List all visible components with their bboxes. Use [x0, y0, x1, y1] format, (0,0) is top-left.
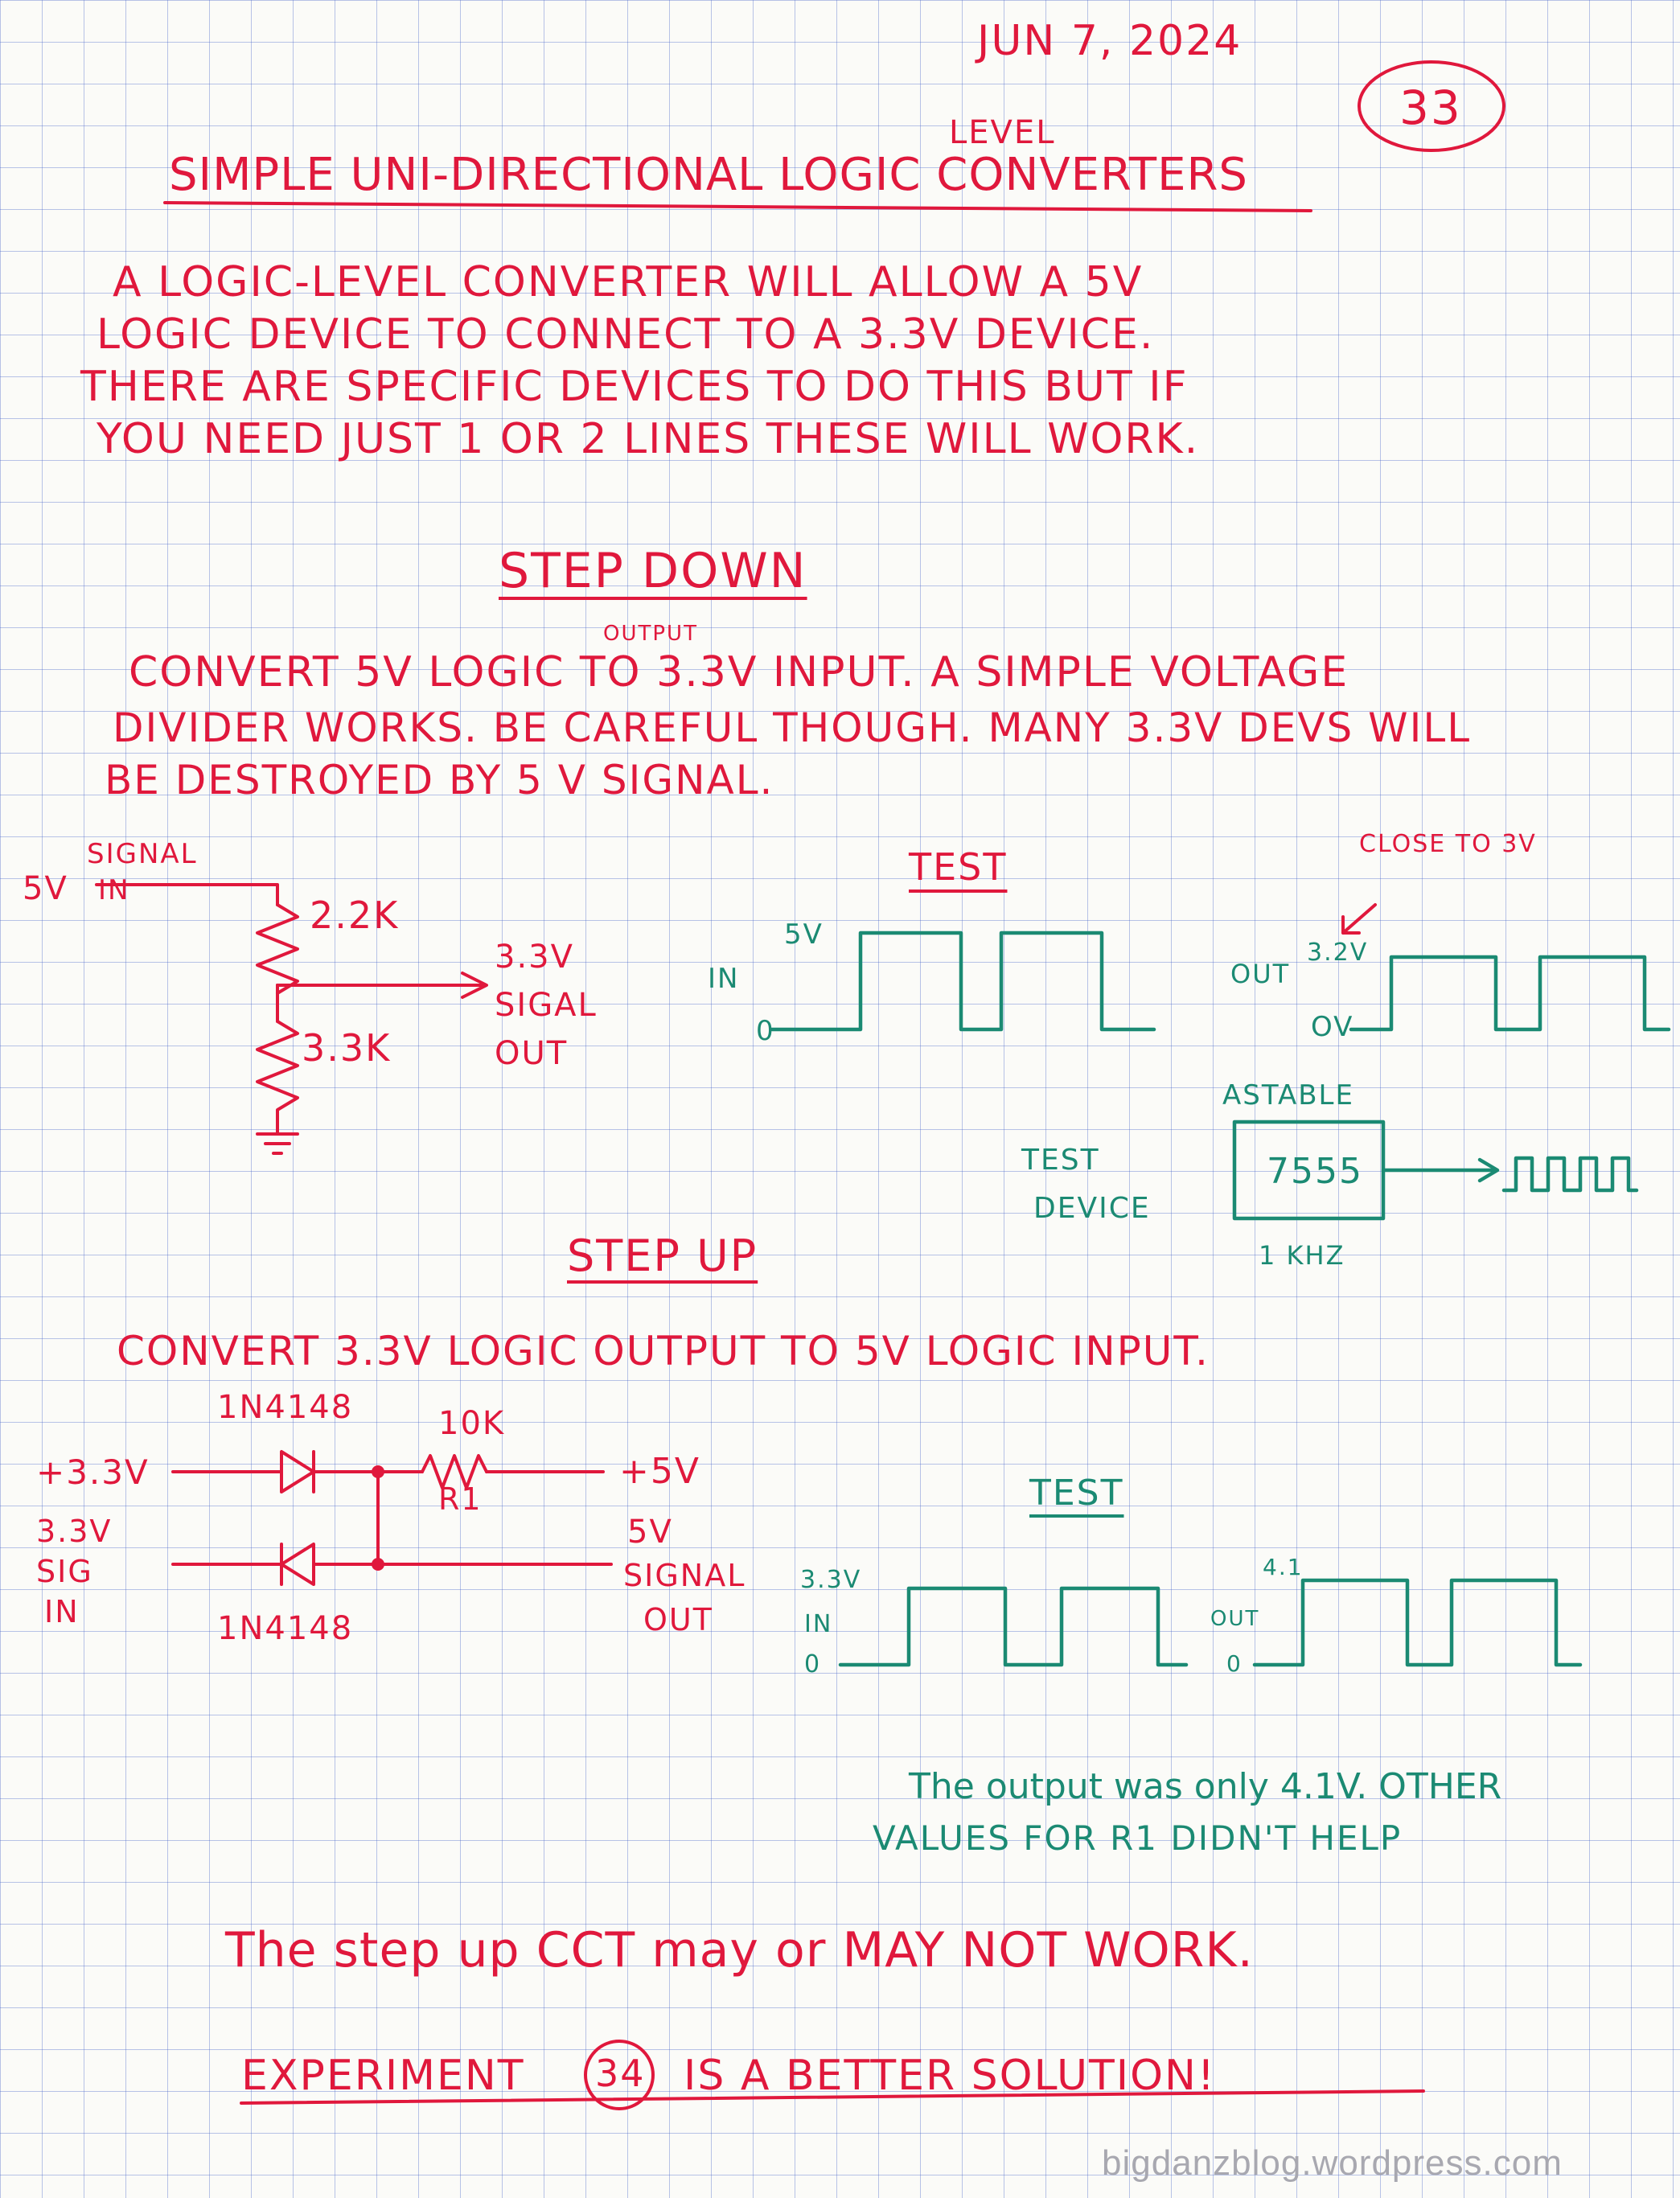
step-down-test-heading: TEST — [909, 845, 1008, 889]
step-up-out-high: 4.1 — [1263, 1554, 1304, 1580]
signal-in-label: IN — [44, 1594, 80, 1629]
date: JUN 7, 2024 — [977, 17, 1243, 65]
intro-line: YOU NEED JUST 1 OR 2 LINES THESE WILL WORK. — [97, 415, 1200, 463]
astable-frequency: 1 KHZ — [1259, 1240, 1345, 1271]
step-up-out-label: OUT — [1210, 1607, 1260, 1631]
conclusion-line: The step up CCT may or MAY NOT WORK. — [225, 1922, 1254, 1978]
page-number: 33 — [1399, 80, 1462, 135]
diode-bottom-label: 1N4148 — [217, 1610, 354, 1647]
supply-in-label: +3.3V — [36, 1452, 150, 1492]
step-down-out-low: OV — [1311, 1011, 1354, 1043]
experiment-number: 34 — [595, 2052, 646, 2095]
signal-in-label: 3.3V — [36, 1514, 113, 1549]
output-insert: OUTPUT — [603, 622, 698, 646]
test-device-label: DEVICE — [1033, 1192, 1151, 1225]
step-up-out-low: 0 — [1226, 1650, 1243, 1677]
divider-output-label: 3.3V — [495, 939, 574, 976]
watermark: bigdanzblog.wordpress.com — [1102, 2143, 1563, 2183]
title-insert: LEVEL — [949, 114, 1056, 151]
step-down-out-label: OUT — [1230, 959, 1291, 989]
step-up-note: The output was only 4.1V. OTHER — [909, 1766, 1502, 1807]
step-up-in-high: 3.3V — [800, 1566, 862, 1594]
step-down-line: CONVERT 5V LOGIC TO 3.3V INPUT. A SIMPLE VOLTAGE — [129, 648, 1349, 696]
diode-top-label: 1N4148 — [217, 1389, 354, 1426]
conclusion-text: EXPERIMENT — [241, 2052, 525, 2100]
astable-label: ASTABLE — [1222, 1079, 1354, 1111]
step-up-line: CONVERT 3.3V LOGIC OUTPUT TO 5V LOGIC INPUT. — [117, 1328, 1210, 1374]
step-down-in-high: 5V — [784, 918, 824, 951]
signal-in-label: SIG — [36, 1554, 93, 1589]
divider-output-label: SIGAL — [495, 987, 598, 1024]
conclusion-text: IS A BETTER SOLUTION! — [684, 2052, 1216, 2100]
divider-input-voltage: 5V — [23, 870, 68, 907]
astable-chip: 7555 — [1267, 1151, 1363, 1192]
intro-line: LOGIC DEVICE TO CONNECT TO A 3.3V DEVICE. — [97, 310, 1155, 359]
step-up-in-label: IN — [804, 1610, 833, 1638]
signal-out-label: SIGNAL — [623, 1558, 746, 1593]
step-down-heading: STEP DOWN — [499, 543, 807, 599]
divider-input-label: IN — [98, 874, 130, 906]
resistor-r2-value: 3.3K — [302, 1026, 392, 1070]
intro-line: THERE ARE SPECIFIC DEVICES TO DO THIS BUT IF — [80, 363, 1189, 411]
resistor-r1-value: 2.2K — [310, 894, 400, 937]
divider-input-label: SIGNAL — [87, 838, 198, 870]
step-up-note: VALUES FOR R1 DIDN'T HELP — [873, 1818, 1403, 1858]
step-down-line: BE DESTROYED BY 5 V SIGNAL. — [105, 757, 774, 803]
signal-out-label: OUT — [643, 1602, 713, 1637]
step-up-test-heading: TEST — [1029, 1473, 1124, 1514]
signal-out-label: 5V — [627, 1514, 673, 1551]
step-down-out-high: 3.2V — [1307, 939, 1369, 967]
step-down-close-note: CLOSE TO 3V — [1359, 830, 1537, 858]
step-up-in-low: 0 — [804, 1650, 822, 1678]
divider-output-label: OUT — [495, 1035, 569, 1072]
step-down-in-label: IN — [708, 963, 740, 995]
step-down-line: DIVIDER WORKS. BE CAREFUL THOUGH. MANY 3.3V DEVS WILL — [113, 705, 1472, 751]
intro-line: A LOGIC-LEVEL CONVERTER WILL ALLOW A 5V — [113, 258, 1144, 306]
supply-out-label: +5V — [619, 1451, 700, 1492]
resistor-name: R1 — [438, 1481, 483, 1517]
step-up-heading: STEP UP — [567, 1230, 758, 1281]
resistor-value: 10K — [438, 1405, 506, 1442]
step-down-in-low: 0 — [756, 1015, 775, 1047]
page-title: SIMPLE UNI-DIRECTIONAL LOGIC CONVERTERS — [169, 149, 1248, 201]
test-device-label: TEST — [1021, 1144, 1100, 1177]
